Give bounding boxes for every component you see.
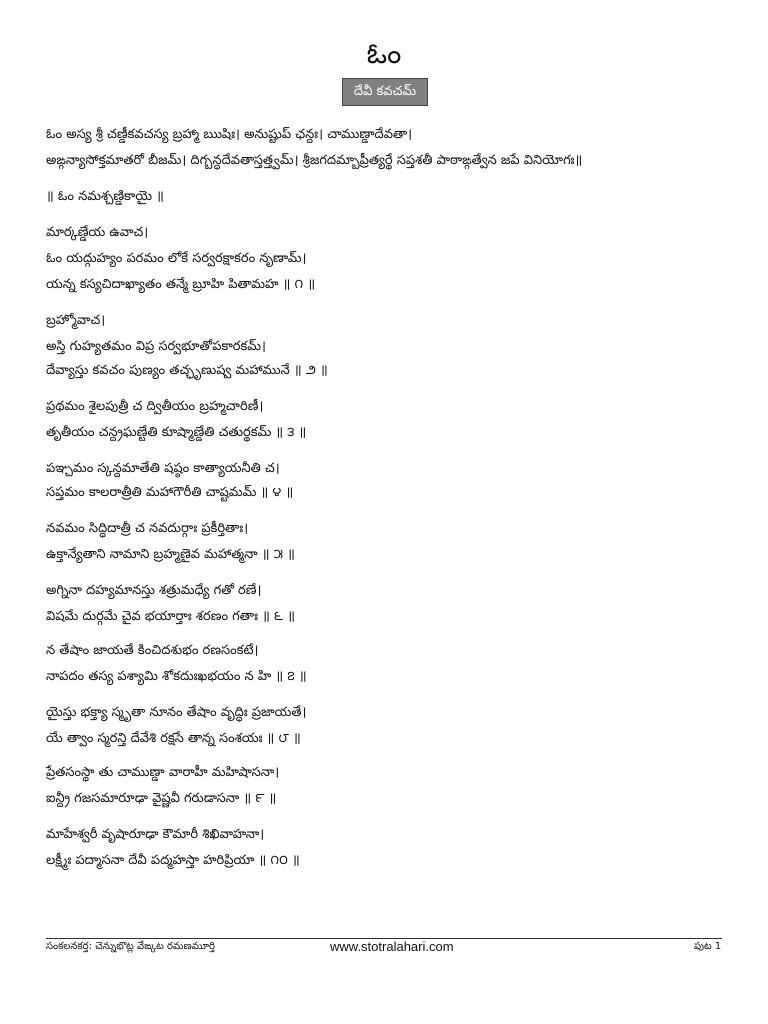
om-symbol: ఓం: [366, 37, 402, 70]
verse-line: యే త్వాం స్మరన్తి దేవేశి రక్షసే తాన్న సంశయః ॥ ౮ ॥: [46, 731, 301, 746]
footer-compiler: సంకలనకర్త: చెన్నుభొట్ల వేఙ్కట రమణమూర్తి: [46, 941, 215, 952]
verse-line: యన్న కస్యచిదాఖ్యాతం తన్మే బ్రూహి పితామహ ॥ ౧ ॥: [46, 277, 316, 292]
page-title: దేవీ కవచమ్: [342, 78, 428, 106]
verse-line: మార్కణ్డేయ ఉవాచ।: [46, 225, 149, 240]
verse-line: ఉక్తాన్యేతాని నామాని బ్రహ్మణైవ మహాత్మనా ॥ ౫ ॥: [46, 547, 295, 562]
verse-line: మాహేశ్వరీ వృషారూఢా కౌమారీ శిఖివాహనా।: [46, 827, 265, 842]
verse-line: విషమే దుర్గమే చైవ భయార్తాః శరణం గతాః ॥ ౬ ॥: [46, 609, 295, 624]
footer-website-link[interactable]: www.stotralahari.com: [330, 939, 454, 954]
verse-line: పఞ్చమం స్కన్దమాతేతి షష్ఠం కాత్యాయనీతి చ।: [46, 461, 280, 476]
verse-line: ఐన్ద్రీ గజసమారూఢా వైష్ణవీ గరుడాసనా ॥ ౯ ॥: [46, 791, 277, 806]
verse-line: నవమం సిద్ధిదాత్రీ చ నవదుర్గాః ప్రకీర్తితాః।: [46, 521, 249, 536]
verse-line: దేవ్యాస్తు కవచం పుణ్యం తచ్ఛృణుష్వ మహామునే ॥ ౨ ॥: [46, 363, 328, 378]
footer-page-number: పుట 1: [694, 941, 722, 952]
verse-line: నాపదం తస్య పశ్యామి శోకదుఃఖభయం న హి ॥ ౭ ॥: [46, 669, 307, 684]
verse-line: లక్ష్మీః పద్మాసనా దేవీ పద్మహస్తా హరిప్రియా ॥ ౧౦ ॥: [46, 853, 300, 868]
verse-line: ఓం అస్య శ్రీ చణ్డీకవచస్య బ్రహ్మా ఋషిః। అనుష్టుప్ ఛన్దః। చాముణ్డాదేవతా।: [46, 127, 413, 142]
verse-line: న తేషాం జాయతే కించిదశుభం రణసంకటే।: [46, 643, 259, 658]
verse-line: అఙ్గన్యాసోక్తమాతరో బీజమ్। దిగ్బన్ధదేవతాస్తత్త్వమ్। శ్రీజగదమ్బాప్రీత్యర్థే సప్తశతీ పాఠాఙ్గత్వేన జపే వినియోగః॥: [46, 153, 583, 168]
verse-line: ఓం యద్గుహ్యం పరమం లోకే సర్వరక్షాకరం నృణామ్।: [46, 251, 307, 266]
verse-line: ॥ ఓం నమశ్చణ్డికాయై ॥: [46, 189, 164, 204]
verse-line: అగ్నినా దహ్యమానస్తు శత్రుమధ్యే గతో రణే।: [46, 583, 262, 598]
verse-line: అస్తి గుహ్యతమం విప్ర సర్వభూతోపకారకమ్।: [46, 339, 266, 354]
verse-line: బ్రహ్మోవాచ।: [46, 313, 106, 328]
verse-line: యైస్తు భక్త్యా స్మృతా నూనం తేషాం వృద్ధిః ప్రజాయతే।: [46, 705, 307, 720]
verse-line: ప్రథమం శైలపుత్రీ చ ద్వితీయం బ్రహ్మచారిణీ।: [46, 399, 264, 414]
verse-line: తృతీయం చన్ద్రఘణ్టేతి కూష్మాణ్డేతి చతుర్థకమ్ ॥ ౩ ॥: [46, 425, 307, 440]
verse-line: సప్తమం కాలరాత్రీతి మహాగౌరీతి చాష్టమమ్ ॥ ౪ ॥: [46, 485, 294, 500]
verse-line: ప్రేతసంస్థా తు చాముణ్డా వారాహీ మహిషాసనా।: [46, 765, 280, 780]
